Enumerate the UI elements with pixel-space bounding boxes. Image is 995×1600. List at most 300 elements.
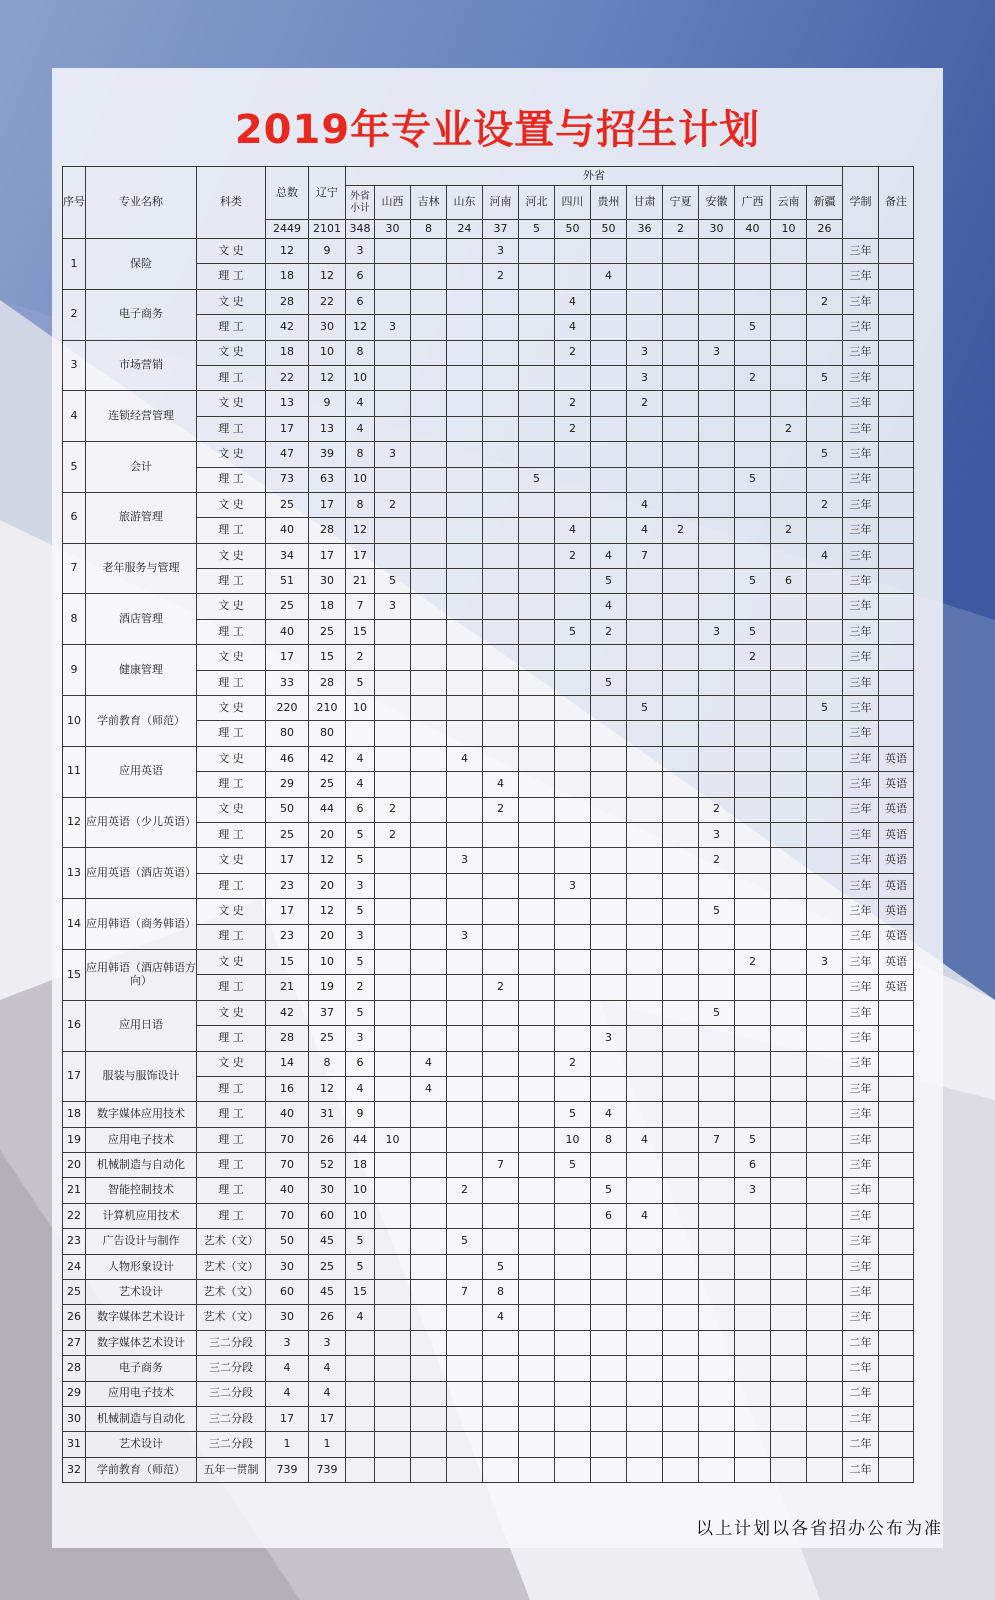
province-cell	[663, 1076, 699, 1101]
duration-cell: 三年	[843, 848, 879, 873]
total-cell: 70	[266, 1127, 309, 1152]
province-cell	[699, 467, 735, 492]
total-cell: 23	[266, 924, 309, 949]
province-cell	[555, 1381, 591, 1406]
major-name: 数字媒体艺术设计	[86, 1330, 197, 1355]
province-cell	[447, 391, 483, 416]
province-cell: 4	[591, 1102, 627, 1127]
province-cell	[555, 467, 591, 492]
province-cell	[555, 848, 591, 873]
province-cell	[663, 340, 699, 365]
province-cell	[483, 1432, 519, 1457]
liaoning-cell: 12	[309, 899, 346, 924]
province-cell	[519, 264, 555, 289]
total-province: 40	[735, 220, 771, 239]
province-cell	[483, 1026, 519, 1051]
province-cell	[807, 822, 843, 847]
page-title: 2019年专业设置与招生计划	[234, 107, 761, 153]
province-cell	[447, 239, 483, 264]
header-province: 安徽	[699, 186, 735, 220]
duration-cell: 三年	[843, 1076, 879, 1101]
remark-cell	[879, 416, 914, 441]
province-cell	[555, 1254, 591, 1279]
province-cell	[807, 340, 843, 365]
province-cell	[807, 1305, 843, 1330]
province-cell	[627, 645, 663, 670]
province-cell	[411, 746, 447, 771]
province-cell	[663, 416, 699, 441]
province-cell	[771, 315, 807, 340]
table-row	[63, 1051, 914, 1076]
province-cell	[627, 1026, 663, 1051]
province-cell: 4	[447, 746, 483, 771]
province-cell: 5	[519, 467, 555, 492]
province-cell: 6	[591, 1203, 627, 1228]
major-seq: 20	[63, 1153, 86, 1178]
province-cell	[447, 1153, 483, 1178]
outside-subtotal-cell: 3	[346, 239, 375, 264]
province-cell	[411, 1026, 447, 1051]
duration-cell: 三年	[843, 873, 879, 898]
province-cell	[411, 1356, 447, 1381]
table-row	[63, 1254, 914, 1279]
total-cell: 42	[266, 1000, 309, 1025]
province-cell	[807, 1000, 843, 1025]
province-cell: 5	[555, 1102, 591, 1127]
province-cell	[627, 1330, 663, 1355]
category-cell: 理 工	[197, 1026, 266, 1051]
province-cell	[483, 1102, 519, 1127]
liaoning-cell: 37	[309, 1000, 346, 1025]
table-row	[63, 1381, 914, 1406]
province-cell	[663, 1406, 699, 1431]
province-cell	[519, 1229, 555, 1254]
remark-cell	[879, 1203, 914, 1228]
table-row	[63, 543, 914, 568]
remark-cell	[879, 467, 914, 492]
province-cell	[483, 1076, 519, 1101]
province-cell	[807, 1178, 843, 1203]
major-name: 数字媒体应用技术	[86, 1102, 197, 1127]
province-cell	[735, 1076, 771, 1101]
major-seq: 5	[63, 442, 86, 493]
province-cell	[627, 1305, 663, 1330]
province-cell	[411, 1178, 447, 1203]
province-cell	[483, 594, 519, 619]
total-cell: 60	[266, 1280, 309, 1305]
province-cell	[807, 1026, 843, 1051]
major-seq: 30	[63, 1406, 86, 1431]
province-cell	[375, 1432, 411, 1457]
total-cell: 70	[266, 1203, 309, 1228]
province-cell	[519, 1178, 555, 1203]
province-cell: 4	[483, 772, 519, 797]
table-row	[63, 1229, 914, 1254]
liaoning-cell: 39	[309, 442, 346, 467]
liaoning-cell: 30	[309, 569, 346, 594]
province-cell	[375, 1026, 411, 1051]
province-cell	[375, 467, 411, 492]
province-cell	[591, 1076, 627, 1101]
total-cell: 40	[266, 518, 309, 543]
province-cell	[375, 543, 411, 568]
total-cell: 17	[266, 899, 309, 924]
province-cell	[699, 416, 735, 441]
province-cell	[447, 1432, 483, 1457]
category-cell: 文 史	[197, 899, 266, 924]
province-cell	[483, 340, 519, 365]
province-cell	[807, 1280, 843, 1305]
province-cell: 3	[375, 594, 411, 619]
province-cell	[627, 1254, 663, 1279]
province-cell	[735, 1305, 771, 1330]
province-cell	[663, 1178, 699, 1203]
province-cell	[699, 1229, 735, 1254]
province-cell	[591, 746, 627, 771]
province-cell	[735, 492, 771, 517]
province-cell	[411, 873, 447, 898]
table-row	[63, 289, 914, 314]
liaoning-cell: 60	[309, 1203, 346, 1228]
province-cell	[807, 594, 843, 619]
table-row	[63, 391, 914, 416]
province-cell: 10	[555, 1127, 591, 1152]
major-name: 机械制造与自动化	[86, 1153, 197, 1178]
header-province: 山东	[447, 186, 483, 220]
province-cell	[627, 797, 663, 822]
province-cell	[447, 873, 483, 898]
province-cell	[555, 670, 591, 695]
province-cell	[591, 365, 627, 390]
province-cell	[771, 442, 807, 467]
outside-subtotal-cell: 6	[346, 797, 375, 822]
outside-subtotal-cell: 5	[346, 670, 375, 695]
major-name: 计算机应用技术	[86, 1203, 197, 1228]
province-cell	[447, 1381, 483, 1406]
province-cell	[699, 1076, 735, 1101]
province-cell	[519, 696, 555, 721]
major-seq: 22	[63, 1203, 86, 1228]
province-cell	[375, 1000, 411, 1025]
province-cell	[591, 1330, 627, 1355]
major-seq: 27	[63, 1330, 86, 1355]
duration-cell: 三年	[843, 1280, 879, 1305]
province-cell	[375, 949, 411, 974]
total-cell: 34	[266, 543, 309, 568]
category-cell: 三二分段	[197, 1356, 266, 1381]
province-cell	[375, 873, 411, 898]
province-cell	[411, 264, 447, 289]
province-cell	[447, 797, 483, 822]
total-cell: 42	[266, 315, 309, 340]
category-cell: 理 工	[197, 619, 266, 644]
province-cell	[771, 1280, 807, 1305]
liaoning-cell: 12	[309, 264, 346, 289]
outside-subtotal-cell: 6	[346, 1051, 375, 1076]
table-row	[63, 746, 914, 771]
province-cell	[411, 721, 447, 746]
category-cell: 理 工	[197, 569, 266, 594]
remark-cell	[879, 619, 914, 644]
province-cell	[735, 1330, 771, 1355]
province-cell	[771, 239, 807, 264]
province-cell	[591, 721, 627, 746]
duration-cell: 二年	[843, 1457, 879, 1482]
category-cell: 理 工	[197, 1102, 266, 1127]
province-cell	[663, 315, 699, 340]
province-cell	[663, 721, 699, 746]
liaoning-cell: 4	[309, 1381, 346, 1406]
province-cell	[411, 1102, 447, 1127]
province-cell	[447, 619, 483, 644]
province-cell	[807, 975, 843, 1000]
province-cell	[735, 899, 771, 924]
liaoning-cell: 15	[309, 645, 346, 670]
province-cell	[627, 467, 663, 492]
category-cell: 文 史	[197, 543, 266, 568]
remark-cell: 英语	[879, 873, 914, 898]
province-cell	[627, 289, 663, 314]
province-cell	[483, 492, 519, 517]
province-cell: 5	[807, 696, 843, 721]
province-cell	[375, 1330, 411, 1355]
liaoning-cell: 25	[309, 619, 346, 644]
province-cell	[699, 721, 735, 746]
province-cell	[591, 975, 627, 1000]
province-cell	[519, 721, 555, 746]
outside-subtotal-cell: 10	[346, 1203, 375, 1228]
major-name: 应用英语（少儿英语）	[86, 797, 197, 848]
province-cell	[375, 645, 411, 670]
province-cell	[555, 975, 591, 1000]
province-cell	[591, 1356, 627, 1381]
province-cell	[663, 1280, 699, 1305]
province-cell	[771, 264, 807, 289]
province-cell	[375, 1102, 411, 1127]
province-cell	[483, 315, 519, 340]
total-cell: 25	[266, 492, 309, 517]
category-cell: 五年一贯制	[197, 1457, 266, 1482]
duration-cell: 二年	[843, 1432, 879, 1457]
total-cell: 33	[266, 670, 309, 695]
province-cell: 4	[627, 1203, 663, 1228]
province-cell	[771, 1076, 807, 1101]
province-cell	[411, 1280, 447, 1305]
total-cell: 47	[266, 442, 309, 467]
outside-subtotal-cell: 10	[346, 365, 375, 390]
province-cell	[447, 365, 483, 390]
province-cell: 10	[375, 1127, 411, 1152]
total-cell: 73	[266, 467, 309, 492]
province-cell	[411, 1127, 447, 1152]
table-row	[63, 340, 914, 365]
province-cell	[663, 1102, 699, 1127]
liaoning-cell: 28	[309, 670, 346, 695]
table-row	[63, 696, 914, 721]
header-liaoning: 辽宁	[309, 167, 346, 220]
province-cell	[447, 899, 483, 924]
province-cell: 7	[699, 1127, 735, 1152]
total-cell: 3	[266, 1330, 309, 1355]
remark-cell	[879, 1457, 914, 1482]
major-seq: 3	[63, 340, 86, 391]
liaoning-cell: 25	[309, 772, 346, 797]
province-cell	[411, 1203, 447, 1228]
category-cell: 理 工	[197, 467, 266, 492]
province-cell	[519, 518, 555, 543]
duration-cell: 二年	[843, 1406, 879, 1431]
province-cell	[807, 848, 843, 873]
province-cell	[735, 1026, 771, 1051]
outside-subtotal-cell: 10	[346, 696, 375, 721]
province-cell	[663, 1356, 699, 1381]
major-seq: 28	[63, 1356, 86, 1381]
duration-cell: 三年	[843, 442, 879, 467]
major-name: 广告设计与制作	[86, 1229, 197, 1254]
province-cell	[555, 645, 591, 670]
category-cell: 艺术（文）	[197, 1229, 266, 1254]
major-name: 学前教育（师范）	[86, 696, 197, 747]
province-cell	[771, 1127, 807, 1152]
duration-cell: 三年	[843, 797, 879, 822]
liaoning-cell: 18	[309, 594, 346, 619]
province-cell	[591, 645, 627, 670]
category-cell: 理 工	[197, 1153, 266, 1178]
province-cell	[375, 746, 411, 771]
province-cell	[411, 289, 447, 314]
province-cell	[735, 594, 771, 619]
province-cell	[663, 1432, 699, 1457]
outside-subtotal-cell: 3	[346, 1026, 375, 1051]
liaoning-cell: 30	[309, 315, 346, 340]
province-cell	[375, 1457, 411, 1482]
duration-cell: 三年	[843, 289, 879, 314]
remark-cell	[879, 1330, 914, 1355]
major-name: 应用电子技术	[86, 1127, 197, 1152]
total-cell: 50	[266, 1229, 309, 1254]
province-cell	[411, 899, 447, 924]
province-cell	[483, 619, 519, 644]
province-cell	[627, 594, 663, 619]
province-cell: 3	[555, 873, 591, 898]
province-cell	[519, 975, 555, 1000]
province-cell	[807, 619, 843, 644]
province-cell	[663, 899, 699, 924]
province-cell	[411, 645, 447, 670]
outside-subtotal-cell: 8	[346, 492, 375, 517]
category-cell: 理 工	[197, 1178, 266, 1203]
liaoning-cell: 13	[309, 416, 346, 441]
major-seq: 13	[63, 848, 86, 899]
liaoning-cell: 17	[309, 543, 346, 568]
total-cell: 21	[266, 975, 309, 1000]
province-cell	[771, 1305, 807, 1330]
province-cell	[483, 1229, 519, 1254]
category-cell: 艺术（文）	[197, 1280, 266, 1305]
province-cell	[519, 619, 555, 644]
province-cell: 5	[555, 619, 591, 644]
province-cell	[699, 746, 735, 771]
duration-cell: 三年	[843, 975, 879, 1000]
major-name: 市场营销	[86, 340, 197, 391]
province-cell	[591, 492, 627, 517]
province-cell	[771, 746, 807, 771]
province-cell	[735, 264, 771, 289]
province-cell	[375, 899, 411, 924]
total-cell: 28	[266, 1026, 309, 1051]
province-cell	[519, 1432, 555, 1457]
province-cell	[807, 1076, 843, 1101]
total-cell: 17	[266, 1406, 309, 1431]
remark-cell	[879, 1051, 914, 1076]
province-cell	[519, 1102, 555, 1127]
province-cell	[807, 467, 843, 492]
province-cell	[627, 670, 663, 695]
category-cell: 文 史	[197, 848, 266, 873]
province-cell	[627, 746, 663, 771]
province-cell	[735, 1356, 771, 1381]
total-all: 2449	[266, 220, 309, 239]
province-cell	[555, 797, 591, 822]
province-cell	[627, 1457, 663, 1482]
total-cell: 15	[266, 949, 309, 974]
province-cell: 2	[735, 365, 771, 390]
category-cell: 三二分段	[197, 1381, 266, 1406]
duration-cell: 三年	[843, 239, 879, 264]
total-cell: 80	[266, 721, 309, 746]
major-seq: 2	[63, 289, 86, 340]
province-cell: 7	[627, 543, 663, 568]
outside-subtotal-cell: 5	[346, 1229, 375, 1254]
province-cell	[447, 645, 483, 670]
duration-cell: 三年	[843, 416, 879, 441]
province-cell	[807, 670, 843, 695]
province-cell	[663, 670, 699, 695]
province-cell	[411, 1000, 447, 1025]
table-row	[63, 594, 914, 619]
province-cell	[555, 1026, 591, 1051]
province-cell	[627, 569, 663, 594]
province-cell	[447, 1076, 483, 1101]
province-cell	[375, 1305, 411, 1330]
province-cell	[591, 1229, 627, 1254]
major-name: 会计	[86, 442, 197, 493]
total-cell: 13	[266, 391, 309, 416]
header-row	[63, 167, 914, 186]
province-cell	[627, 949, 663, 974]
province-cell	[447, 1254, 483, 1279]
province-cell	[555, 924, 591, 949]
liaoning-cell: 12	[309, 848, 346, 873]
province-cell	[807, 1254, 843, 1279]
table-row	[63, 1305, 914, 1330]
province-cell: 2	[771, 518, 807, 543]
outside-subtotal-cell: 5	[346, 848, 375, 873]
province-cell	[663, 696, 699, 721]
province-cell	[555, 569, 591, 594]
outside-subtotal-cell	[346, 1356, 375, 1381]
province-cell	[519, 239, 555, 264]
province-cell: 3	[627, 340, 663, 365]
province-cell	[519, 670, 555, 695]
table-row	[63, 1000, 914, 1025]
category-cell: 文 史	[197, 340, 266, 365]
province-cell	[627, 619, 663, 644]
province-cell	[807, 1229, 843, 1254]
duration-cell: 三年	[843, 746, 879, 771]
province-cell: 5	[807, 442, 843, 467]
liaoning-cell: 12	[309, 1076, 346, 1101]
